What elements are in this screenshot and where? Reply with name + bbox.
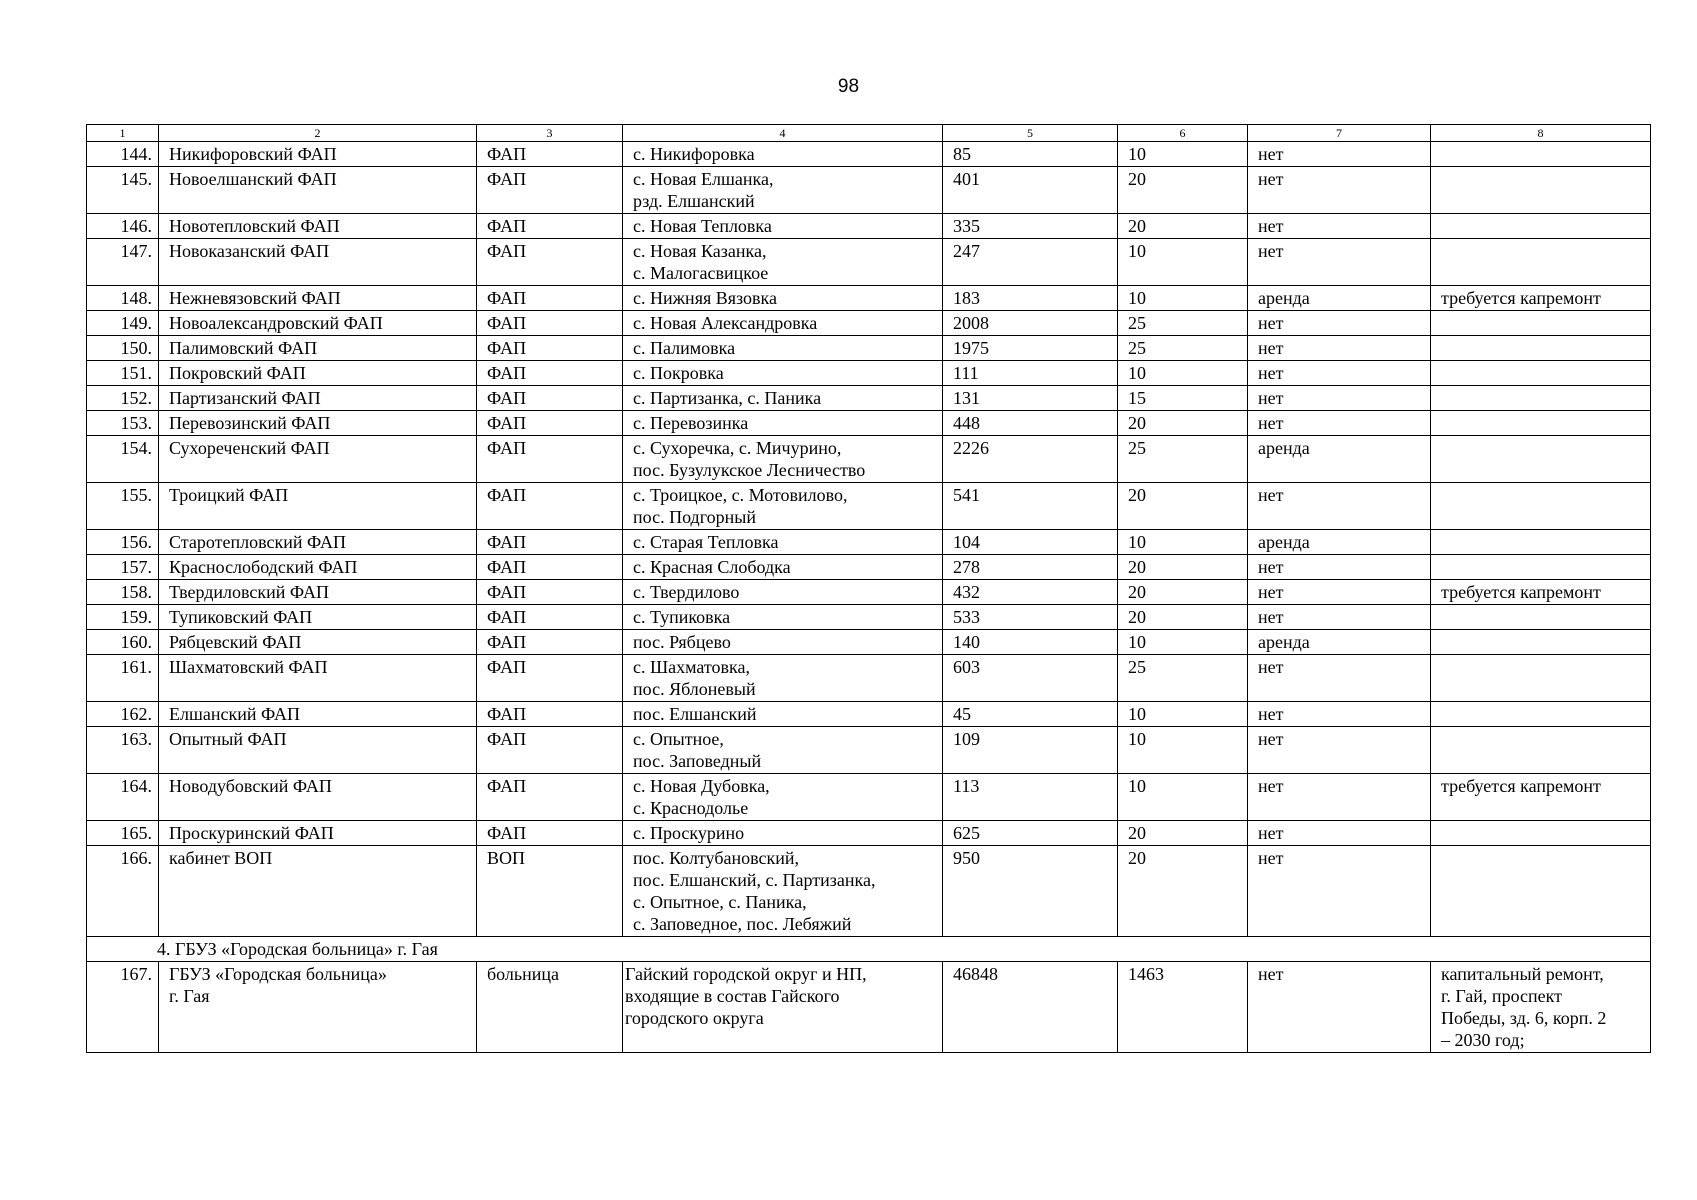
table-row xyxy=(87,411,1651,436)
column-6-value: 10 xyxy=(1118,774,1248,821)
population-value: 2226 xyxy=(943,436,1118,483)
column-6-value: 10 xyxy=(1118,630,1248,655)
facility-name xyxy=(159,727,477,774)
population-value: 46848 xyxy=(943,962,1118,1053)
note-cell xyxy=(1431,655,1651,702)
facility-name xyxy=(159,846,477,937)
facility-type: ФАП xyxy=(477,702,623,727)
served-locations xyxy=(623,846,943,937)
facility-name xyxy=(159,336,477,361)
table-row xyxy=(87,436,1651,483)
facility-type: ФАП xyxy=(477,555,623,580)
population-value: 2008 xyxy=(943,311,1118,336)
population-value: 603 xyxy=(943,655,1118,702)
note-cell xyxy=(1431,580,1651,605)
table-row xyxy=(87,702,1651,727)
facility-name xyxy=(159,361,477,386)
served-locations xyxy=(623,142,943,167)
table-row xyxy=(87,361,1651,386)
table-row xyxy=(87,530,1651,555)
location-line: с. Старая Тепловка xyxy=(633,532,779,552)
facility-name-line: Опытный ФАП xyxy=(169,729,287,749)
note-cell xyxy=(1431,239,1651,286)
facility-name xyxy=(159,286,477,311)
row-number: 167. xyxy=(87,962,159,1053)
facility-type: ФАП xyxy=(477,774,623,821)
location-line: с. Покровка xyxy=(633,363,724,383)
served-locations xyxy=(623,436,943,483)
table-row xyxy=(87,386,1651,411)
row-number: 165. xyxy=(87,821,159,846)
column-7-value: аренда xyxy=(1248,630,1431,655)
served-locations xyxy=(623,286,943,311)
column-7-value: аренда xyxy=(1248,436,1431,483)
row-number: 164. xyxy=(87,774,159,821)
population-value: 335 xyxy=(943,214,1118,239)
note-line: г. Гай, проспект xyxy=(1441,986,1562,1006)
row-number: 144. xyxy=(87,142,159,167)
population-value: 401 xyxy=(943,167,1118,214)
column-6-value: 10 xyxy=(1118,286,1248,311)
facility-type: ФАП xyxy=(477,336,623,361)
row-number: 145. xyxy=(87,167,159,214)
location-line: пос. Бузулукское Лесничество xyxy=(633,460,866,480)
row-number: 166. xyxy=(87,846,159,937)
served-locations xyxy=(623,336,943,361)
facility-name-line: Нежневязовский ФАП xyxy=(169,288,341,308)
facility-name-line: Палимовский ФАП xyxy=(169,338,318,358)
facility-name xyxy=(159,436,477,483)
column-6-value: 20 xyxy=(1118,214,1248,239)
note-line: – 2030 год; xyxy=(1441,1030,1525,1050)
note-line: требуется капремонт xyxy=(1441,288,1601,308)
location-line: с. Краснодолье xyxy=(633,798,749,818)
row-number: 151. xyxy=(87,361,159,386)
location-line: с. Палимовка xyxy=(633,338,736,358)
facility-name-line: Шахматовский ФАП xyxy=(169,657,328,677)
facility-type: ФАП xyxy=(477,361,623,386)
facility-name-line: ГБУЗ «Городская больница» xyxy=(169,964,387,984)
facility-name xyxy=(159,483,477,530)
column-6-value: 25 xyxy=(1118,436,1248,483)
table-row xyxy=(87,239,1651,286)
facility-type: ФАП xyxy=(477,821,623,846)
facility-name-line: Елшанский ФАП xyxy=(169,704,301,724)
facility-name xyxy=(159,555,477,580)
note-cell xyxy=(1431,286,1651,311)
population-value: 448 xyxy=(943,411,1118,436)
row-number: 146. xyxy=(87,214,159,239)
facility-name-line: Старотепловский ФАП xyxy=(169,532,347,552)
location-line: с. Проскурино xyxy=(633,823,745,843)
location-line: с. Опытное, с. Паника, xyxy=(633,892,807,912)
facility-name xyxy=(159,821,477,846)
location-line: с. Перевозинка xyxy=(633,413,749,433)
note-cell xyxy=(1431,846,1651,937)
location-line: с. Партизанка, с. Паника xyxy=(633,388,822,408)
column-number: 4 xyxy=(623,125,943,142)
location-line: с. Малогасвицкое xyxy=(633,263,769,283)
facility-name xyxy=(159,655,477,702)
served-locations xyxy=(623,580,943,605)
facility-name-line: Покровский ФАП xyxy=(169,363,306,383)
section-title: 4. ГБУЗ «Городская больница» г. Гая xyxy=(87,937,1651,962)
column-6-value: 20 xyxy=(1118,555,1248,580)
facilities-table xyxy=(86,124,1651,1053)
facility-name xyxy=(159,214,477,239)
column-6-value: 25 xyxy=(1118,311,1248,336)
note-cell xyxy=(1431,483,1651,530)
facility-name xyxy=(159,630,477,655)
table-row xyxy=(87,214,1651,239)
facility-type: ФАП xyxy=(477,605,623,630)
population-value: 45 xyxy=(943,702,1118,727)
location-line: пос. Подгорный xyxy=(633,507,757,527)
table-row xyxy=(87,605,1651,630)
population-value: 113 xyxy=(943,774,1118,821)
facility-name xyxy=(159,386,477,411)
served-locations xyxy=(623,605,943,630)
table-row xyxy=(87,483,1651,530)
column-7-value: аренда xyxy=(1248,530,1431,555)
location-line: с. Сухоречка, с. Мичурино, xyxy=(633,438,842,458)
column-7-value: нет xyxy=(1248,142,1431,167)
row-number: 158. xyxy=(87,580,159,605)
table-row xyxy=(87,167,1651,214)
row-number: 157. xyxy=(87,555,159,580)
facility-name-line: Твердиловский ФАП xyxy=(169,582,329,602)
location-line: с. Никифоровка xyxy=(633,144,755,164)
table-row xyxy=(87,580,1651,605)
column-7-value: нет xyxy=(1248,386,1431,411)
facility-name-line: Новоелшанский ФАП xyxy=(169,169,337,189)
column-6-value: 10 xyxy=(1118,239,1248,286)
table-row xyxy=(87,774,1651,821)
row-number: 155. xyxy=(87,483,159,530)
facility-name xyxy=(159,962,477,1053)
row-number: 152. xyxy=(87,386,159,411)
table-row xyxy=(87,821,1651,846)
facility-type: ФАП xyxy=(477,214,623,239)
column-7-value: нет xyxy=(1248,555,1431,580)
facility-name xyxy=(159,411,477,436)
location-line: пос. Заповедный xyxy=(633,751,762,771)
population-value: 950 xyxy=(943,846,1118,937)
row-number: 161. xyxy=(87,655,159,702)
note-cell xyxy=(1431,336,1651,361)
column-7-value: нет xyxy=(1248,605,1431,630)
column-6-value: 25 xyxy=(1118,655,1248,702)
location-line: пос. Елшанский xyxy=(633,704,757,724)
served-locations xyxy=(623,821,943,846)
column-7-value: нет xyxy=(1248,336,1431,361)
location-line: с. Опытное, xyxy=(633,729,724,749)
location-line: с. Новая Дубовка, xyxy=(633,776,770,796)
row-number: 160. xyxy=(87,630,159,655)
column-7-value: нет xyxy=(1248,311,1431,336)
served-locations xyxy=(623,167,943,214)
note-cell xyxy=(1431,630,1651,655)
page-number: 98 xyxy=(837,76,860,97)
column-7-value: нет xyxy=(1248,580,1431,605)
population-value: 625 xyxy=(943,821,1118,846)
served-locations xyxy=(623,386,943,411)
population-value: 541 xyxy=(943,483,1118,530)
facility-type: ФАП xyxy=(477,386,623,411)
facility-type: ВОП xyxy=(477,846,623,937)
column-7-value: аренда xyxy=(1248,286,1431,311)
column-6-value: 20 xyxy=(1118,483,1248,530)
column-6-value: 1463 xyxy=(1118,962,1248,1053)
column-7-value: нет xyxy=(1248,167,1431,214)
table-row xyxy=(87,727,1651,774)
note-line: Победы, зд. 6, корп. 2 xyxy=(1441,1008,1607,1028)
facility-type: ФАП xyxy=(477,655,623,702)
facility-name-line: Никифоровский ФАП xyxy=(169,144,337,164)
location-line: с. Новая Тепловка xyxy=(633,216,772,236)
note-cell xyxy=(1431,530,1651,555)
row-number: 162. xyxy=(87,702,159,727)
facility-type: ФАП xyxy=(477,630,623,655)
served-locations xyxy=(623,214,943,239)
column-number: 7 xyxy=(1248,125,1431,142)
facility-type: ФАП xyxy=(477,311,623,336)
population-value: 1975 xyxy=(943,336,1118,361)
facility-name-line: Новодубовский ФАП xyxy=(169,776,332,796)
column-number: 1 xyxy=(87,125,159,142)
section-header-row xyxy=(87,937,1651,962)
population-value: 432 xyxy=(943,580,1118,605)
population-value: 109 xyxy=(943,727,1118,774)
column-7-value: нет xyxy=(1248,821,1431,846)
column-number-row xyxy=(87,125,1651,142)
note-cell xyxy=(1431,311,1651,336)
note-cell xyxy=(1431,605,1651,630)
facility-type: ФАП xyxy=(477,483,623,530)
column-6-value: 20 xyxy=(1118,821,1248,846)
facility-type: ФАП xyxy=(477,580,623,605)
row-number: 163. xyxy=(87,727,159,774)
note-cell xyxy=(1431,774,1651,821)
column-6-value: 10 xyxy=(1118,142,1248,167)
served-locations xyxy=(623,483,943,530)
facility-name-line: г. Гая xyxy=(169,986,210,1006)
facility-name-line: Троицкий ФАП xyxy=(169,485,289,505)
column-number: 3 xyxy=(477,125,623,142)
facility-type: ФАП xyxy=(477,167,623,214)
column-7-value: нет xyxy=(1248,239,1431,286)
row-number: 148. xyxy=(87,286,159,311)
facility-name-line: Рябцевский ФАП xyxy=(169,632,302,652)
served-locations xyxy=(623,655,943,702)
column-6-value: 20 xyxy=(1118,580,1248,605)
note-cell xyxy=(1431,727,1651,774)
column-6-value: 10 xyxy=(1118,361,1248,386)
facility-name xyxy=(159,311,477,336)
population-value: 183 xyxy=(943,286,1118,311)
table-row xyxy=(87,962,1651,1053)
note-cell xyxy=(1431,214,1651,239)
served-locations xyxy=(623,530,943,555)
column-7-value: нет xyxy=(1248,727,1431,774)
location-line: с. Новая Александровка xyxy=(633,313,818,333)
table-row xyxy=(87,142,1651,167)
note-cell xyxy=(1431,702,1651,727)
population-value: 104 xyxy=(943,530,1118,555)
served-locations xyxy=(623,239,943,286)
location-line: с. Новая Казанка, xyxy=(633,241,767,261)
note-cell xyxy=(1431,555,1651,580)
location-line: рзд. Елшанский xyxy=(633,191,755,211)
column-7-value: нет xyxy=(1248,962,1431,1053)
served-locations xyxy=(623,962,943,1053)
column-6-value: 20 xyxy=(1118,846,1248,937)
column-7-value: нет xyxy=(1248,846,1431,937)
facility-name-line: Краснослободский ФАП xyxy=(169,557,358,577)
facility-name xyxy=(159,702,477,727)
facility-type: ФАП xyxy=(477,530,623,555)
row-number: 150. xyxy=(87,336,159,361)
column-7-value: нет xyxy=(1248,411,1431,436)
facility-name-line: Проскуринский ФАП xyxy=(169,823,334,843)
location-line: с. Шахматовка, xyxy=(633,657,751,677)
facility-name-line: Новоказанский ФАП xyxy=(169,241,330,261)
facility-type: ФАП xyxy=(477,727,623,774)
facility-name-line: Сухореченский ФАП xyxy=(169,438,330,458)
column-6-value: 10 xyxy=(1118,530,1248,555)
facility-name-line: Тупиковский ФАП xyxy=(169,607,313,627)
note-cell xyxy=(1431,436,1651,483)
row-number: 153. xyxy=(87,411,159,436)
table-row xyxy=(87,555,1651,580)
location-line: с. Нижняя Вязовка xyxy=(633,288,777,308)
column-6-value: 20 xyxy=(1118,167,1248,214)
column-number: 2 xyxy=(159,125,477,142)
location-line: с. Заповедное, пос. Лебяжий xyxy=(633,914,852,934)
note-cell xyxy=(1431,142,1651,167)
row-number: 159. xyxy=(87,605,159,630)
served-locations xyxy=(623,630,943,655)
facility-name-line: Новоалександровский ФАП xyxy=(169,313,383,333)
table-row xyxy=(87,336,1651,361)
note-cell xyxy=(1431,167,1651,214)
location-line: с. Новая Елшанка, xyxy=(633,169,774,189)
note-cell xyxy=(1431,386,1651,411)
facility-name xyxy=(159,580,477,605)
note-cell xyxy=(1431,411,1651,436)
facility-type: ФАП xyxy=(477,436,623,483)
column-7-value: нет xyxy=(1248,483,1431,530)
population-value: 111 xyxy=(943,361,1118,386)
location-line: с. Твердилово xyxy=(633,582,740,602)
note-line: требуется капремонт xyxy=(1441,582,1601,602)
column-7-value: нет xyxy=(1248,655,1431,702)
location-line: пос. Яблоневый xyxy=(633,679,756,699)
location-line: Гайский городской округ и НП, xyxy=(625,964,867,984)
column-number: 6 xyxy=(1118,125,1248,142)
served-locations xyxy=(623,774,943,821)
facility-type: ФАП xyxy=(477,286,623,311)
column-7-value: нет xyxy=(1248,361,1431,386)
column-6-value: 10 xyxy=(1118,702,1248,727)
served-locations xyxy=(623,702,943,727)
served-locations xyxy=(623,311,943,336)
table-row xyxy=(87,655,1651,702)
facility-type: больница xyxy=(477,962,623,1053)
facility-name xyxy=(159,142,477,167)
served-locations xyxy=(623,361,943,386)
column-7-value: нет xyxy=(1248,214,1431,239)
row-number: 149. xyxy=(87,311,159,336)
column-6-value: 20 xyxy=(1118,605,1248,630)
population-value: 85 xyxy=(943,142,1118,167)
population-value: 533 xyxy=(943,605,1118,630)
facility-type: ФАП xyxy=(477,239,623,286)
facility-name-line: Новотепловский ФАП xyxy=(169,216,340,236)
table-row xyxy=(87,630,1651,655)
location-line: с. Троицкое, с. Мотовилово, xyxy=(633,485,848,505)
column-6-value: 15 xyxy=(1118,386,1248,411)
location-line: пос. Елшанский, с. Партизанка, xyxy=(633,870,876,890)
location-line: городского округа xyxy=(625,1008,764,1028)
location-line: пос. Рябцево xyxy=(633,632,731,652)
table-row xyxy=(87,846,1651,937)
facility-name-line: Перевозинский ФАП xyxy=(169,413,331,433)
location-line: пос. Колтубановский, xyxy=(633,848,799,868)
facility-name xyxy=(159,774,477,821)
location-line: с. Красная Слободка xyxy=(633,557,791,577)
facility-name xyxy=(159,605,477,630)
population-value: 247 xyxy=(943,239,1118,286)
location-line: входящие в состав Гайского xyxy=(625,986,840,1006)
column-number: 5 xyxy=(943,125,1118,142)
facility-name-line: Партизанский ФАП xyxy=(169,388,321,408)
location-line: с. Тупиковка xyxy=(633,607,731,627)
facility-type: ФАП xyxy=(477,142,623,167)
note-cell xyxy=(1431,361,1651,386)
served-locations xyxy=(623,727,943,774)
facility-name xyxy=(159,167,477,214)
column-6-value: 25 xyxy=(1118,336,1248,361)
table-row xyxy=(87,286,1651,311)
population-value: 278 xyxy=(943,555,1118,580)
column-7-value: нет xyxy=(1248,774,1431,821)
note-line: капитальный ремонт, xyxy=(1441,964,1604,984)
note-line: требуется капремонт xyxy=(1441,776,1601,796)
row-number: 147. xyxy=(87,239,159,286)
facility-name xyxy=(159,530,477,555)
population-value: 131 xyxy=(943,386,1118,411)
note-cell xyxy=(1431,962,1651,1053)
served-locations xyxy=(623,411,943,436)
table-row xyxy=(87,311,1651,336)
served-locations xyxy=(623,555,943,580)
row-number: 154. xyxy=(87,436,159,483)
facility-name xyxy=(159,239,477,286)
note-cell xyxy=(1431,821,1651,846)
column-6-value: 10 xyxy=(1118,727,1248,774)
column-6-value: 20 xyxy=(1118,411,1248,436)
column-number: 8 xyxy=(1431,125,1651,142)
column-7-value: нет xyxy=(1248,702,1431,727)
row-number: 156. xyxy=(87,530,159,555)
facility-type: ФАП xyxy=(477,411,623,436)
population-value: 140 xyxy=(943,630,1118,655)
facility-name-line: кабинет ВОП xyxy=(169,848,273,868)
